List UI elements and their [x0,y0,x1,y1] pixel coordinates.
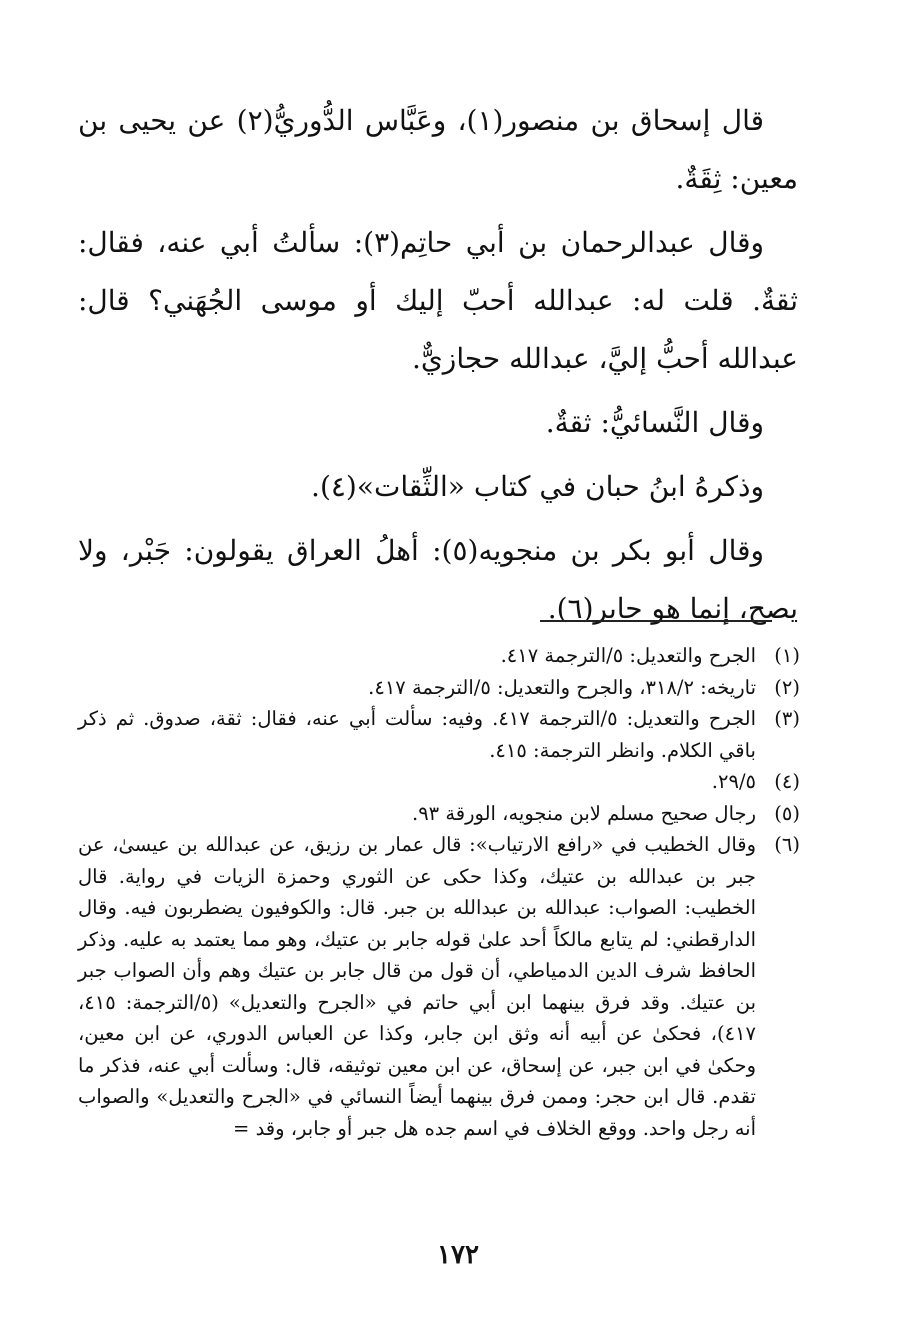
page-number: ١٧٢ [437,1240,479,1270]
footnote [78,766,800,798]
footnote-number: (٣) [774,707,800,730]
footnotes [78,640,800,1144]
footnote-number: (٤) [774,770,800,793]
footnote [78,829,800,1144]
footnote-text: رجال صحيح مسلم لابن منجويه، الورقة ٩٣. [411,801,756,825]
paragraph: قال إسحاق بن منصور(١)، وعَبَّاس الدُّوريُّ(٢) عن يحيى بن معين: ثِقَةٌ. [78,104,798,195]
footnote [78,672,800,704]
footnote-separator [540,620,772,622]
footnote-text: تاريخه: ٣١٨/٢، والجرح والتعديل: ٥/الترجمة ٤١٧. [368,675,756,699]
paragraph: وذكرهُ ابنُ حبان في كتاب «الثِّقات»(٤). [311,470,764,503]
footnote [78,640,800,672]
footnote-number: (٥) [774,801,800,825]
footnote-number: (١) [774,644,800,667]
footnote [78,798,800,830]
paragraph: وقال أبو بكر بن منجويه(٥): أهلُ العراق يقولون: جَبْر، ولا يصح، إنما هو جابر(٦). [78,534,798,625]
main-text [78,92,798,644]
footnote-text: وقال الخطيب في «رافع الارتياب»: قال عمار بن رزيق، عن عبدالله بن عيسىٰ، عن جبر بن عبدالله بن عتيك، وكذا حكى عن الثوري وحمزة الزيات في رواية. قال الخطيب: الصواب: عبدالله بن عبدالله بن جبر. قال: والكوفيون يضطربون فيه. وقال الدارقطني: لم يتابع مالكاً أحد علىٰ قوله جابر بن عتيك، وهو مما يعتمد به عليه. وذكر الحافظ شرف الدين الدمياطي، أن قول من قال جابر بن عتيك وهم وأن الصواب جبر بن عتيك. وقد فرق بينهما ابن أبي حاتم في «الجرح والتعديل» (٥/الترجمة: ٤١٥، ٤١٧)، فحكىٰ عن أبيه أنه وثق ابن جابر، وكذا عن العباس الدوري، عن ابن معين، وحكىٰ في ابن جبر، عن إسحاق، عن ابن معين توثيقه، قال: وسألت أبي عنه، فذكر ما تقدم. قال ابن حجر: وممن فرق بينهما أيضاً النسائي في «الجرح والتعديل» والصواب أنه رجل واحد. ووقع الخلاف في اسم جده هل جبر أو جابر، وقد = [78,833,756,1140]
footnote-text: ٢٩/٥. [711,770,756,793]
paragraph: وقال النَّسائيُّ: ثقةٌ. [545,406,764,439]
footnote [78,703,800,766]
footnote-text: الجرح والتعديل: ٥/الترجمة ٤١٧. وفيه: سألت أبي عنه، فقال: ثقة، صدوق. ثم ذكر باقي الكلام. وانظر الترجمة: ٤١٥. [78,707,756,762]
footnote-number: (٢) [774,675,800,699]
paragraph: وقال عبدالرحمان بن أبي حاتِم(٣): سألتُ أبي عنه، فقال: ثقةٌ. قلت له: عبدالله أحبّ إليك أو موسى الجُهَني؟ قال: عبدالله أحبُّ إليَّ، عبدالله حجازيٌّ. [78,226,798,375]
footnote-text: الجرح والتعديل: ٥/الترجمة ٤١٧. [500,644,756,667]
footnote-number: (٦) [774,833,800,856]
